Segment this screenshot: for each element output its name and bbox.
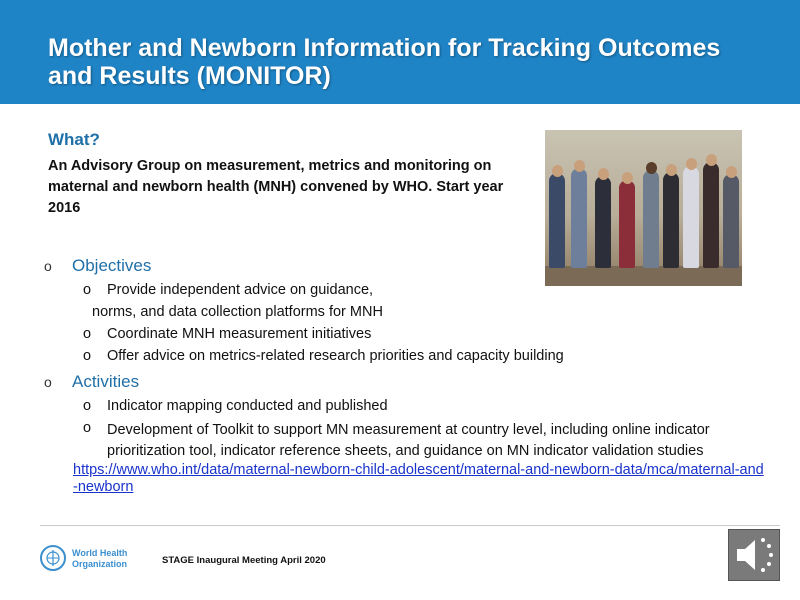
activity-text: Indicator mapping conducted and published	[107, 398, 388, 414]
photo-floor	[545, 266, 742, 286]
photo-person	[619, 180, 635, 268]
photo-head	[622, 172, 633, 184]
meeting-footer: STAGE Inaugural Meeting April 2020	[162, 555, 326, 566]
activity-text: Development of Toolkit to support MN measurement at country level, including online indicator prioritization tool, indicator reference sheets, and guidance on MN indicator validation studies	[107, 422, 710, 459]
photo-head	[574, 160, 585, 172]
bullet-marker: o	[83, 348, 92, 364]
bullet-marker: o	[44, 374, 52, 390]
title-banner	[0, 0, 800, 104]
photo-person	[663, 172, 679, 268]
photo-person	[723, 174, 739, 268]
photo-head	[598, 168, 609, 180]
who-emblem-icon	[40, 545, 66, 571]
photo-head	[706, 154, 717, 166]
photo-person	[703, 162, 719, 268]
who-logo	[40, 545, 130, 573]
photo-person	[643, 170, 659, 268]
photo-person	[571, 168, 587, 268]
photo-head	[646, 162, 657, 174]
footer-divider	[40, 525, 780, 526]
photo-person	[683, 166, 699, 268]
who-logo-text	[72, 548, 127, 570]
speaker-icon[interactable]	[728, 529, 780, 581]
photo-head	[686, 158, 697, 170]
objective-text: Provide independent advice on guidance,	[107, 282, 374, 298]
what-description: An Advisory Group on measurement, metrics and monitoring on maternal and newborn health (MNH) convened by WHO. Start year 2016	[48, 158, 504, 216]
group-photo	[545, 130, 742, 286]
who-logo-line2: Organization	[72, 559, 128, 569]
photo-head	[552, 165, 563, 177]
objective-text-continued: norms, and data collection platforms for MNH	[92, 304, 383, 320]
objective-text: Coordinate MNH measurement initiatives	[107, 326, 372, 342]
objectives-heading: Objectives	[72, 256, 152, 275]
bullet-marker: o	[83, 282, 92, 298]
slide-title: Mother and Newborn Information for Tracking Outcomes and Results (MONITOR)	[48, 34, 721, 90]
photo-person	[595, 176, 611, 268]
photo-head	[666, 164, 677, 176]
objective-text: Offer advice on metrics-related research priorities and capacity building	[107, 348, 564, 364]
who-data-link[interactable]: https://www.who.int/data/maternal-newborn-child-adolescent/maternal-and-newborn-data/mca/maternal-and-newborn	[73, 462, 764, 495]
activity-bullet	[83, 420, 773, 462]
bullet-marker: o	[83, 420, 92, 436]
activities-heading: Activities	[72, 372, 140, 391]
photo-person	[549, 173, 565, 268]
bullet-marker: o	[83, 326, 92, 342]
what-heading: What?	[48, 130, 100, 149]
bullet-marker: o	[83, 398, 92, 414]
photo-head	[726, 166, 737, 178]
bullet-marker: o	[44, 258, 52, 274]
who-logo-line1: World Health	[72, 548, 128, 558]
